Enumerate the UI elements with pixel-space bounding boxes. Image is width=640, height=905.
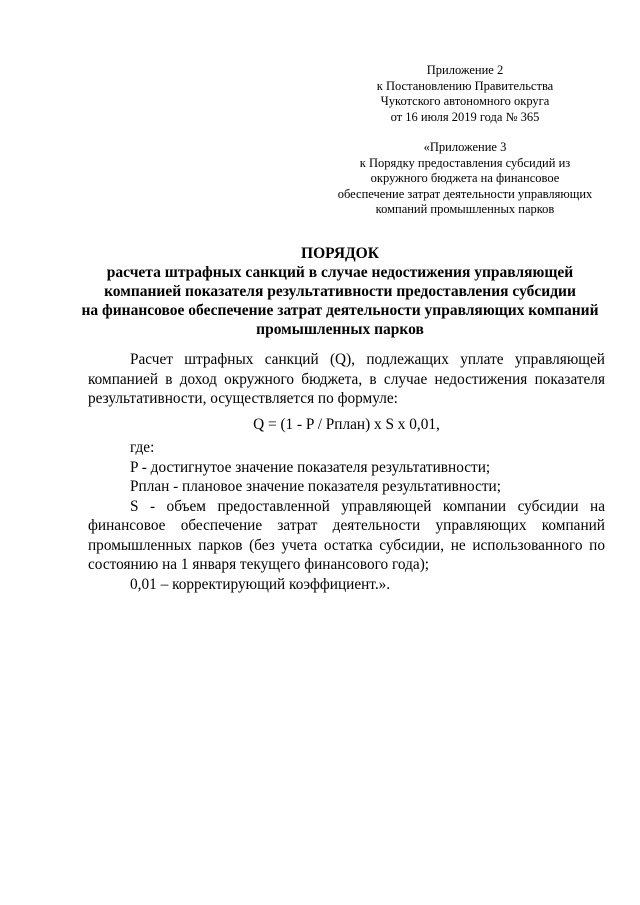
inner-appendix-line: компаний промышленных парков — [375, 202, 555, 216]
inner-appendix-line: к Порядку предоставления субсидий из — [359, 155, 571, 170]
title-heading: ПОРЯДОК — [301, 245, 379, 262]
inner-appendix-line: «Приложение 3 — [423, 140, 507, 154]
penalty-formula: Q = (1 - P / Рплан) x S x 0,01, — [253, 415, 440, 433]
inner-appendix-line: окружного бюджета на финансовое — [370, 171, 560, 185]
where-label: где: — [130, 439, 155, 456]
intro-paragraph: Расчет штрафных санкций (Q), подлежащих уплате управляющей компанией в доход окружного бюджета, в случае недостижения показателя результативности, осуществляется по формуле: — [88, 351, 605, 407]
definition-pplan: Рплан - плановое значение показателя результативности; — [130, 478, 501, 495]
title-line: на финансовое обеспечение затрат деятельности управляющих компаний — [81, 302, 599, 319]
definition-coefficient: 0,01 – корректирующий коэффициент.». — [130, 575, 391, 593]
inner-appendix-header — [330, 140, 600, 218]
appendix-line: от 16 июля 2019 года № 365 — [390, 109, 540, 124]
appendix-line: Приложение 2 — [426, 63, 504, 77]
definition-p: P - достигнутое значение показателя результативности; — [130, 458, 491, 476]
appendix-header — [330, 63, 600, 125]
title-line: компанией показателя результативности предоставления субсидии — [104, 283, 576, 300]
title-line: расчета штрафных санкций в случае недостижения управляющей — [106, 264, 574, 281]
document-title — [60, 244, 620, 339]
document-body — [88, 350, 605, 594]
inner-appendix-line: обеспечение затрат деятельности управляющих — [337, 186, 593, 201]
appendix-line: к Постановлению Правительства — [376, 78, 554, 93]
title-line: промышленных парков — [256, 321, 424, 338]
definition-s: S - объем предоставленной управляющей компании субсидии на финансовое обеспечение затрат деятельности управляющих компаний промышленных парков (без учета остатка субсидии, не использованного по состоянию на 1 января текущего финансового года); — [88, 497, 605, 573]
appendix-line: Чукотского автономного округа — [380, 94, 550, 108]
